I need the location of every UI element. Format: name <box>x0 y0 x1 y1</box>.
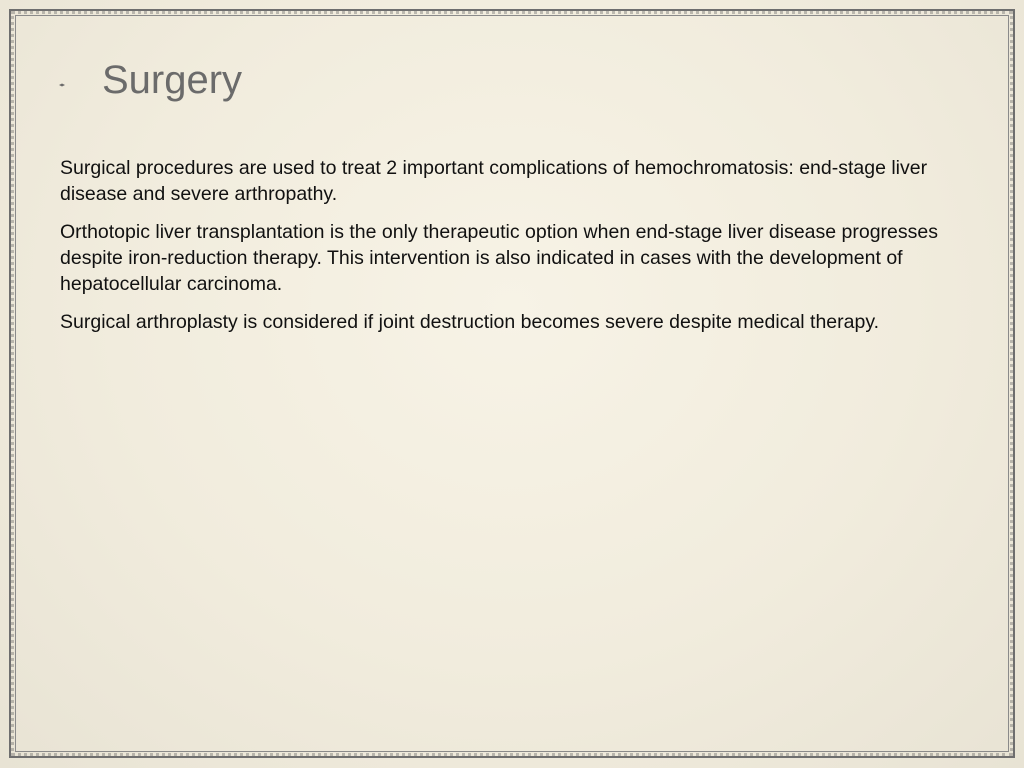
slide-body <box>60 155 950 347</box>
paragraph-liver-transplantation: Orthotopic liver transplantation is the only therapeutic option when end-stage liver disease progresses despite iron-reduction therapy. This intervention is also indicated in cases with the development of hepatocellular carcinoma. <box>60 221 938 295</box>
paragraph-arthroplasty: Surgical arthroplasty is considered if joint destruction becomes severe despite medical therapy. <box>60 311 880 333</box>
frame-texture <box>11 11 1013 756</box>
diamond-bullet-icon <box>58 81 66 89</box>
slide-frame-outer <box>9 9 1015 758</box>
slide-frame-inner <box>15 15 1009 752</box>
paragraph-surgical-procedures: Surgical procedures are used to treat 2 important complications of hemochromatosis: end-stage liver disease and severe arthropathy. <box>60 157 928 205</box>
title-row <box>58 58 242 103</box>
slide-title: Surgery <box>102 58 243 102</box>
